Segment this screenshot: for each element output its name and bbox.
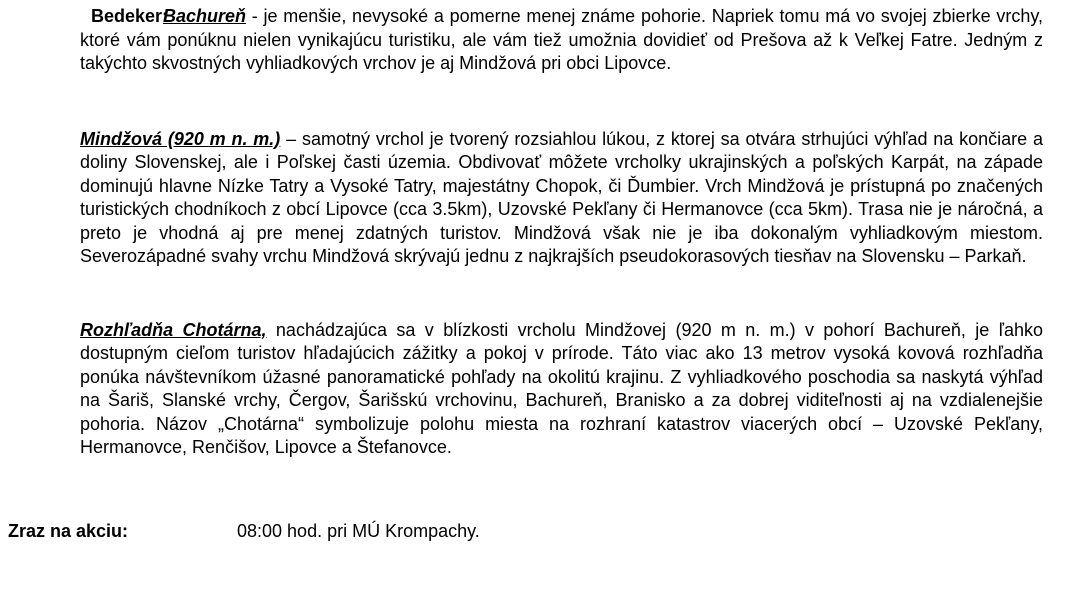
- rozhladna-body: nachádzajúca sa v blízkosti vrcholu Mindžovej (920 m n. m.) v pohorí Bachureň, je ľahko dostupným cieľom turistov hľadajúcich zážitky a pokoj v prírode. Táto viac ako 13 metrov vysoká kovová rozhľadňa ponúka návštevníkom úžasné panoramatické pohľady na okolitú krajinu. Z vyhliadkového poschodia sa naskytá výhľad na Šariš, Slanské vrchy, Čergov, Šarišskú vrchovinu, Bachureň, Branisko a za dobrej viditeľnosti aj na vzdialenejšie pohoria. Názov „Chotárna“ symbolizuje polohu miesta na rozhraní katastrov viacerých obcí – Uzovské Pekľany, Hermanovce, Renčišov, Lipovce a Štefanovce.: [80, 319, 1043, 457]
- bedeker-label: Bedeker:: [91, 6, 169, 26]
- paragraph-bedeker: [80, 5, 1043, 76]
- mindzova-separator: –: [280, 128, 302, 149]
- bedeker-body: je menšie, nevysoké a pomerne menej známe pohorie. Napriek tomu má vo svojej zbierke vrchy, ktoré vám ponúknu nielen vynikajúcu turistiku, ale vám tiež umožnia dovidieť od Prešova až k Veľkej Fatre. Jedným z takýchto skvostných vyhliadkových vrchov je aj Mindžová pri obci Lipovce.: [80, 6, 1043, 73]
- bedeker-lead: Bachureň: [163, 6, 247, 26]
- paragraph-mindzova: [80, 128, 1043, 269]
- rozhladna-lead: Rozhľadňa Chotárna,: [80, 319, 267, 340]
- bedeker-separator: -: [246, 6, 264, 26]
- paragraph-zraz: [8, 520, 1043, 544]
- document-content: [8, 5, 1043, 543]
- zraz-value: 08:00 hod. pri MÚ Krompachy.: [237, 520, 480, 541]
- paragraph-rozhladna: [80, 319, 1043, 460]
- zraz-label: Zraz na akciu:: [8, 520, 129, 541]
- mindzova-lead: Mindžová (920 m n. m.): [80, 128, 281, 149]
- mindzova-body: samotný vrchol je tvorený rozsiahlou lúkou, z ktorej sa otvára strhujúci výhľad na končiare a doliny Slovenskej, ale i Poľskej časti územia. Obdivovať môžete vrcholky ukrajinských a poľských Karpát, na západe dominujú hlavne Nízke Tatry a Vysoké Tatry, majestátny Chopok, či Ďumbier. Vrch Mindžová je prístupná po značených turistických chodníkoch z obcí Lipovce (cca 3.5km), Uzovské Pekľany či Hermanovce (cca 5km). Trasa nie je náročná, a preto je vhodná aj pre menej zdatných turistov. Mindžová však nie je iba dokonalým vyhliadkovým miestom. Severozápadné svahy vrchu Mindžová skrývajú jednu z najkrajších pseudokorasových tiesňav na Slovensku – Parkaň.: [80, 128, 1043, 266]
- rozhladna-separator: [267, 320, 276, 340]
